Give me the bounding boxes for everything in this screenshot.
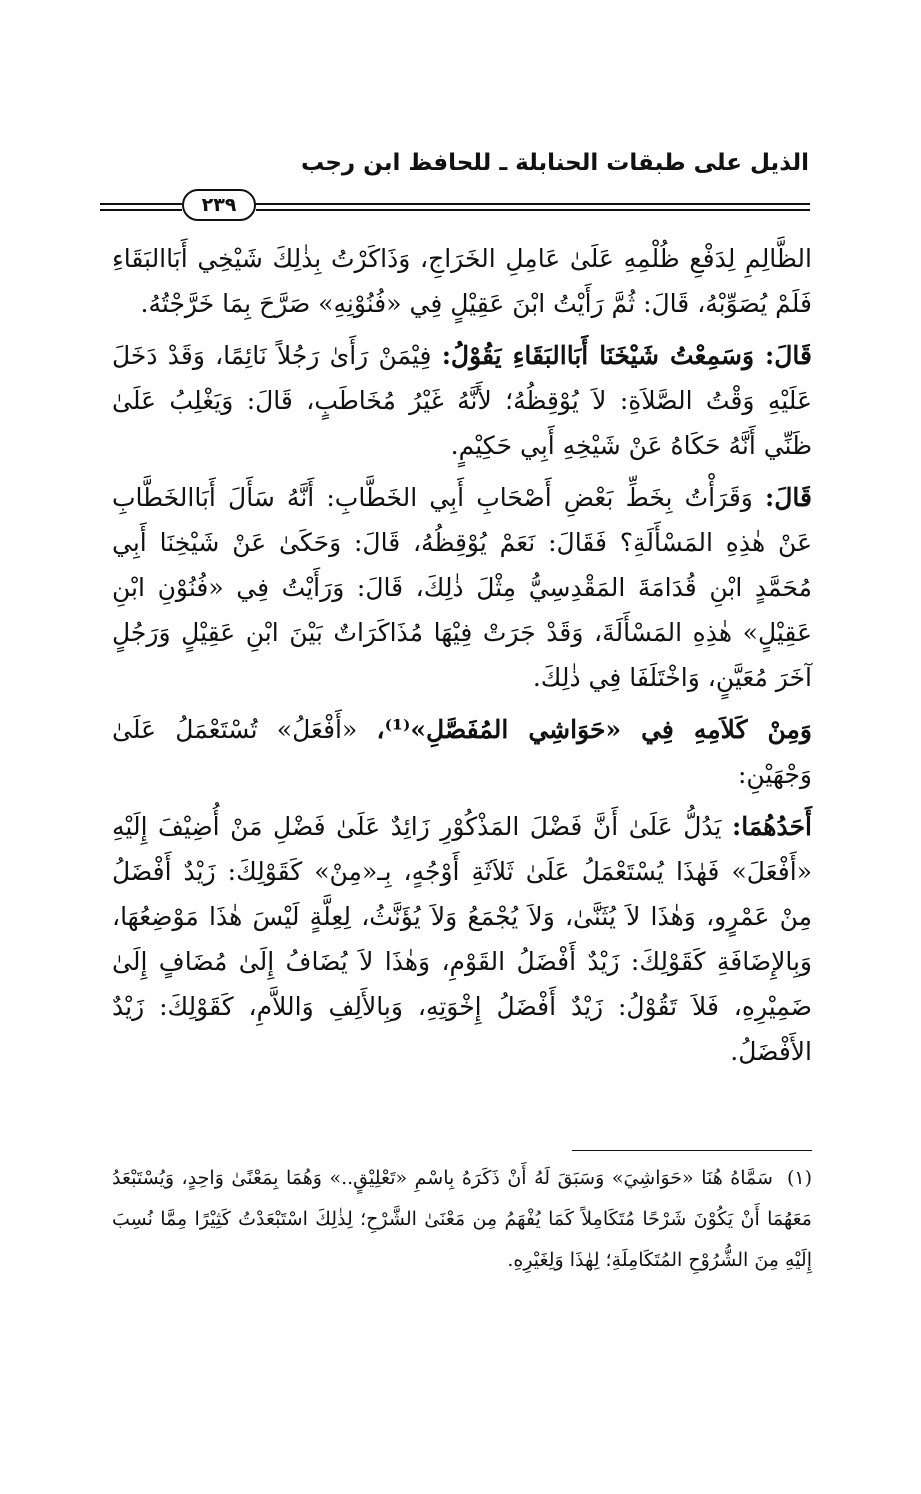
paragraph-lead: أَحَدُهُمَا: (731, 812, 812, 841)
paragraph (112, 333, 812, 468)
header-rule (256, 203, 810, 205)
header-rule (100, 203, 182, 205)
paragraph-text: «أَفْعَلُ» تُسْتَعْمَلُ عَلَىٰ وَجْهَيْنِ: (112, 715, 812, 789)
paragraph-lead: قَالَ: وَسَمِعْتُ شَيْخَنَا أَبَاالبَقَاءِ يَقُوْلُ: (441, 341, 812, 370)
paragraph-text: فِيْمَنْ رَأَىٰ رَجُلاً نَائِمًا، وَقَدْ دَخَلَ عَلَيْهِ وَقْتُ الصَّلاَةِ: لاَ يُوْقِظُهُ؛ لأَنَّهُ غَيْرُ مُخَاطَبٍ، قَالَ: وَيَغْلِبُ عَلَىٰ ظَنِّي أَنَّهُ حَكَاهُ عَنْ شَيْخِهِ أَبِي حَكِيْمٍ. (112, 341, 812, 460)
paragraph (112, 475, 812, 700)
header-rule (256, 209, 810, 211)
paragraph (112, 236, 812, 326)
paragraph-text: وَقَرَأْتُ بِخَطِّ بَعْضِ أَصْحَابِ أَبِي الخَطَّابِ: أَنَّهُ سَأَلَ أَبَاالخَطَّابِ عَنْ هٰذِهِ المَسْأَلَةِ؟ فَقَالَ: نَعَمْ يُوْقِظُهُ، قَالَ: وَحَكَىٰ عَنْ شَيْخِنَا أَبِي مُحَمَّدٍ ابْنِ قُدَامَةَ المَقْدِسِيُّ مِثْلَ ذٰلِكَ، قَالَ: وَرَأَيْتُ فِي «فُنُوْنِ ابْنِ عَقِيْلٍ» هٰذِهِ المَسْأَلَةَ، وَقَدْ جَرَتْ فِيْهَا مُذَاكَرَاتٌ بَيْنَ ابْنِ عَقِيْلٍ وَرَجُلٍ آخَرَ مُعَيَّنٍ، وَاخْتَلَفَا فِي ذٰلِكَ. (112, 483, 812, 692)
paragraph-lead: وَمِنْ كَلاَمِهِ فِي «حَوَاشِي المُفَصَّلِ»⁽¹⁾، (376, 715, 812, 744)
footnote-divider (572, 1150, 812, 1151)
paragraph (112, 804, 812, 1074)
header-rule (100, 209, 182, 211)
footnote (112, 1158, 812, 1281)
footnote-marker: (١) (786, 1167, 812, 1189)
page-number: ٢٣٩ (182, 189, 256, 221)
main-text (112, 236, 812, 1081)
paragraph-lead: قَالَ: (765, 483, 812, 512)
footnote-text: سَمَّاهُ هُنَا «حَوَاشِيَ» وَسَبَقَ لَهُ أَنْ ذَكَرَهُ بِاسْمِ «تَعْلِيْقٍ..» وَهُمَا بِمَعْنًىٰ وَاحِدٍ، وَيُسْتَبْعَدُ مَعَهُمَا أَنْ يَكُوْنَ شَرْحًا مُتَكَامِلاً كَمَا يُفْهَمُ مِن مَعْنَىٰ الشَّرْحِ؛ لِذٰلِكَ اسْتَبْعَدْتُ كَثِيْرًا مِمَّا نُسِبَ إِلَيْهِ مِنَ الشُّرُوْحِ المُتَكَامِلَةِ؛ لِهٰذَا وَلِغَيْرِهِ. (112, 1167, 812, 1271)
paragraph (112, 707, 812, 797)
paragraph-text: الظَّالِمِ لِدَفْعِ ظُلْمِهِ عَلَىٰ عَامِلِ الخَرَاجِ، وَذَاكَرْتُ بِذٰلِكَ شَيْخِي أَبَاالبَقَاءِ فَلَمْ يُصَوِّبْهُ، قَالَ: ثُمَّ رَأَيْتُ ابْنَ عَقِيْلٍ فِي «فُنُوْنِهِ» صَرَّحَ بِمَا خَرَّجْتُهُ. (112, 244, 812, 318)
paragraph-text: يَدُلُّ عَلَىٰ أَنَّ فَضْلَ المَذْكُوْرِ زَائِدٌ عَلَىٰ فَضْلِ مَنْ أُضِيْفَ إِلَيْهِ «أَفْعَلَ» فَهٰذَا يُسْتَعْمَلُ عَلَىٰ ثَلاَثَةِ أَوْجُهٍ، بِـ«مِنْ» كَقَوْلِكَ: زَيْدٌ أَفْضَلُ مِنْ عَمْرٍو، وَهٰذَا لاَ يُثَنَّىٰ، وَلاَ يُجْمَعُ وَلاَ يُؤَنَّثُ، لِعِلَّةٍ لَيْسَ هٰذَا مَوْضِعُهَا، وَبِالإِضَافَةِ كَقَوْلِكَ: زَيْدٌ أَفْضَلُ القَوْمِ، وَهٰذَا لاَ يُضَافُ إِلَىٰ مُضَافٍ إِلَىٰ ضَمِيْرِهِ، فَلاَ تَقُوْلُ: زَيْدٌ أَفْضَلُ إِخْوَتِهِ، وَبِالأَلِفِ وَاللاَّمِ، كَقَوْلِكَ: زَيْدٌ الأَفْضَلُ. (112, 812, 812, 1066)
running-title: الذيل على طبقات الحنابلة ـ للحافظ ابن رجب (300, 150, 809, 176)
